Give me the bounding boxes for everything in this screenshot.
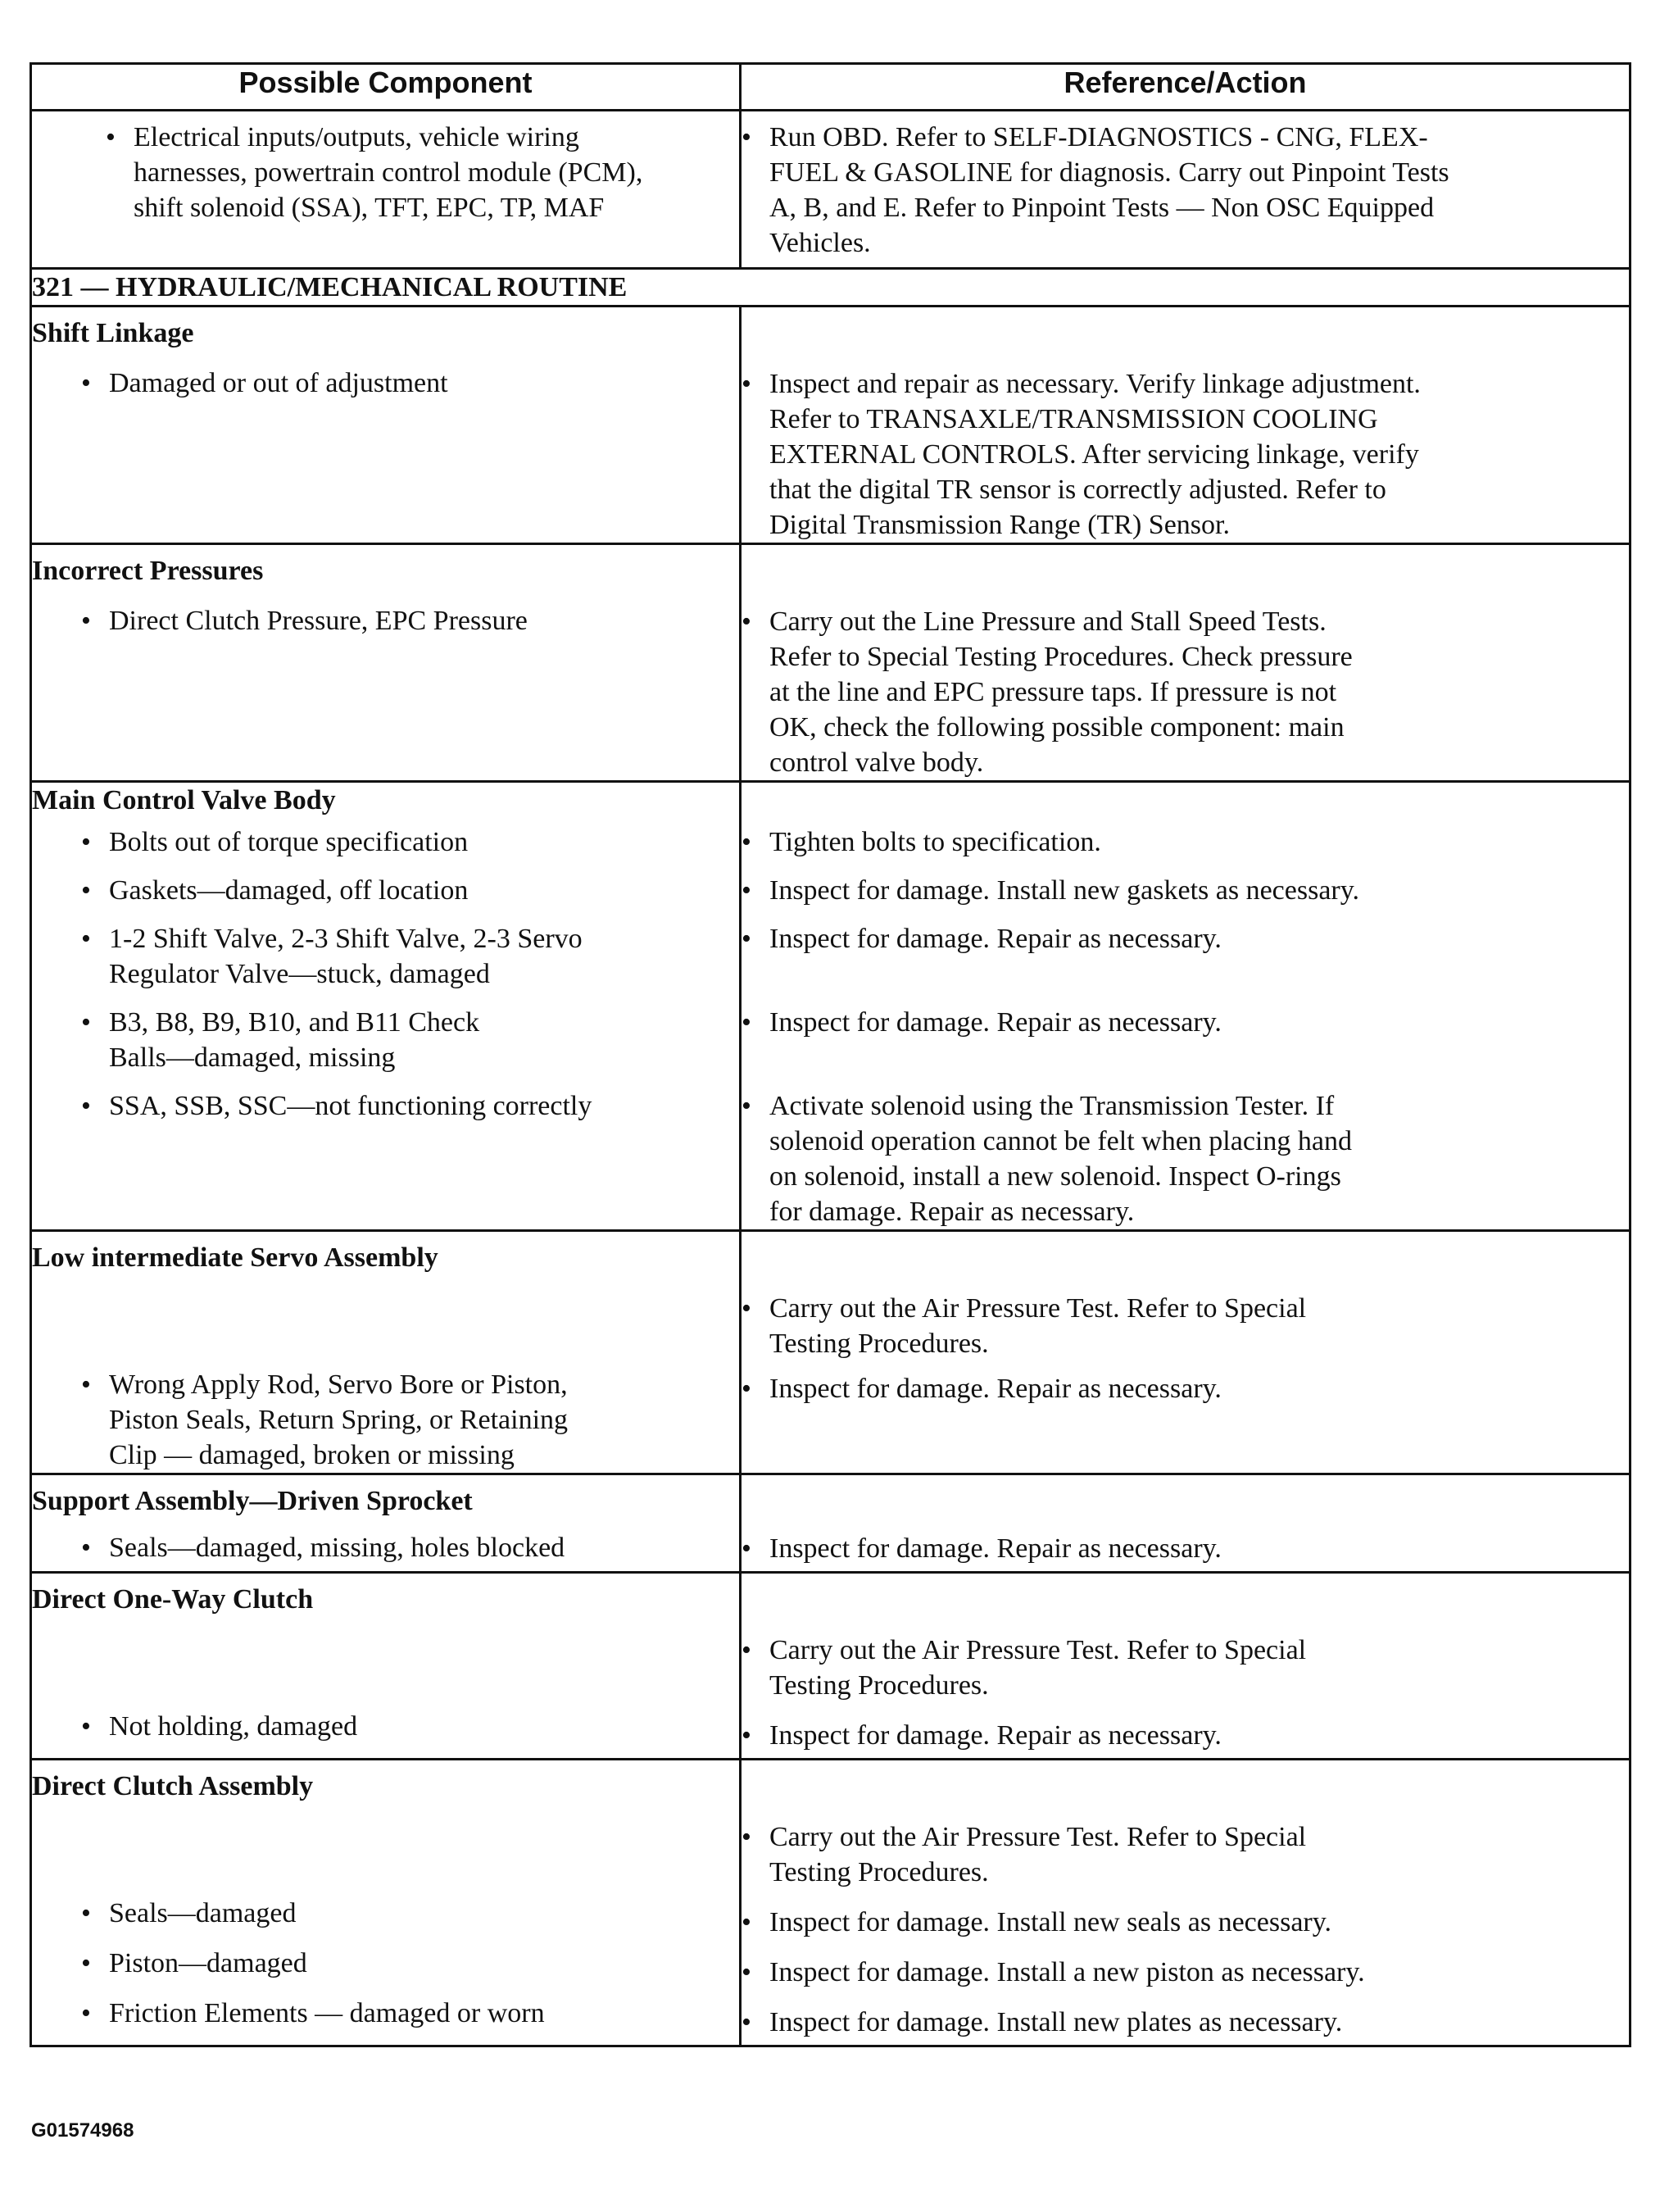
- empty-cell: [741, 782, 1631, 819]
- bullet-icon: •: [742, 1293, 751, 1324]
- group-title: Direct One-Way Clutch: [32, 1584, 314, 1615]
- diagnosis-page: [29, 62, 1629, 2047]
- group-title: Direct Clutch Assembly: [32, 1771, 314, 1801]
- action-text: Inspect and repair as necessary. Verify linkage adjustment. Refer to TRANSAXLE/TRANSMISSION COOLING EXTERNAL CONTROLS. After servicing linkage, verify that the digital TR sensor is correctly adjusted. Refer to Digital Transmission Range (TR) Sensor.: [769, 369, 1421, 540]
- component-text: Gaskets—damaged, off location: [109, 875, 469, 906]
- list-item: [742, 1361, 1629, 1406]
- bullet-icon: •: [742, 1907, 751, 1937]
- bullet-icon: •: [742, 1007, 751, 1038]
- action-cell: [741, 865, 1631, 913]
- component-text: B3, B8, B9, B10, and B11 Check Balls—damaged, missing: [109, 1007, 480, 1073]
- list-item: [742, 921, 1629, 956]
- component-cell: [31, 997, 741, 1080]
- list-item: [32, 1367, 739, 1473]
- bullet-icon: •: [742, 1822, 751, 1852]
- list-item: [742, 824, 1629, 860]
- list-item: [742, 1633, 1629, 1703]
- action-text: Tighten bolts to specification.: [769, 827, 1101, 857]
- action-cell: [741, 997, 1631, 1080]
- bullet-icon: •: [742, 1720, 751, 1751]
- action-cell: [741, 1474, 1631, 1573]
- spacer: [32, 1624, 739, 1709]
- list-item: [742, 1291, 1629, 1361]
- list-item: [32, 595, 739, 638]
- component-cell: [31, 1573, 741, 1760]
- action-cell: [741, 1080, 1631, 1231]
- component-text: Seals—damaged, missing, holes blocked: [109, 1533, 565, 1563]
- list-item: [32, 1981, 739, 2031]
- bullet-icon: •: [742, 1533, 751, 1564]
- bullet-icon: •: [742, 1957, 751, 1987]
- action-cell: [741, 307, 1631, 544]
- group-title: Shift Linkage: [32, 318, 194, 348]
- table-row: [31, 997, 1631, 1080]
- table-row: [31, 111, 1631, 269]
- component-text: 1-2 Shift Valve, 2-3 Shift Valve, 2-3 Servo Regulator Valve—stuck, damaged: [109, 924, 583, 989]
- bullet-icon: •: [81, 1007, 91, 1038]
- list-item: [742, 1940, 1629, 1990]
- list-item: [742, 1819, 1629, 1890]
- bullet-icon: •: [106, 122, 116, 152]
- action-cell: [741, 1231, 1631, 1474]
- component-cell: [31, 1231, 741, 1474]
- table-row: [31, 913, 1631, 997]
- bullet-icon: •: [81, 1898, 91, 1928]
- action-text: Inspect for damage. Repair as necessary.: [769, 1007, 1222, 1038]
- list-item: [32, 1525, 739, 1565]
- action-text: Inspect for damage. Repair as necessary.: [769, 1720, 1222, 1751]
- list-item: [32, 921, 739, 992]
- group-title: Support Assembly—Driven Sprocket: [32, 1486, 473, 1516]
- action-text: Inspect for damage. Install new plates as necessary.: [769, 2007, 1343, 2037]
- table-row: [31, 1474, 1631, 1573]
- list-item: [32, 120, 739, 225]
- list-item: [742, 120, 1629, 261]
- action-cell: [741, 913, 1631, 997]
- bullet-icon: •: [81, 1948, 91, 1978]
- list-item: [742, 366, 1629, 543]
- action-text: Activate solenoid using the Transmission Tester. If solenoid operation cannot be felt when placing hand on solenoid, install a new solenoid. Inspect O-rings for damage. Repair as necessary.: [769, 1091, 1352, 1227]
- action-cell: [741, 1573, 1631, 1760]
- action-cell: [741, 544, 1631, 782]
- list-item: [742, 873, 1629, 908]
- bullet-icon: •: [742, 924, 751, 954]
- component-cell: [31, 1760, 741, 2046]
- component-text: Electrical inputs/outputs, vehicle wiring harnesses, powertrain control module (PCM), shift solenoid (SSA), TFT, EPC, TP, MAF: [134, 122, 643, 223]
- table-row: [31, 1760, 1631, 2046]
- section-heading: 321 — HYDRAULIC/MECHANICAL ROUTINE: [31, 269, 1631, 307]
- bullet-icon: •: [742, 369, 751, 399]
- component-cell: [31, 818, 741, 865]
- action-text: Run OBD. Refer to SELF-DIAGNOSTICS - CNG, FLEX- FUEL & GASOLINE for diagnosis. Carry out Pinpoint Tests A, B, and E. Refer to Pinpoint Tests — Non OSC Equipped Vehicles.: [769, 122, 1449, 258]
- component-text: Friction Elements — damaged or worn: [109, 1998, 545, 2028]
- action-cell: [741, 1760, 1631, 2046]
- table-row: [31, 865, 1631, 913]
- bullet-icon: •: [742, 827, 751, 857]
- group-title: Low intermediate Servo Assembly: [32, 1242, 438, 1273]
- component-cell: [31, 1474, 741, 1573]
- group-title-row: [31, 782, 1631, 819]
- header-possible-component: Possible Component: [31, 64, 741, 111]
- component-cell: [31, 544, 741, 782]
- action-text: Carry out the Line Pressure and Stall Speed Tests. Refer to Special Testing Procedures. Check pressure at the line and EPC pressure taps. If pressure is not OK, check the following possible component: main control valve body.: [769, 606, 1353, 778]
- list-item: [32, 824, 739, 860]
- group-title: Incorrect Pressures: [32, 556, 264, 586]
- list-item: [742, 1890, 1629, 1940]
- list-item: [32, 1088, 739, 1124]
- list-item: [32, 1896, 739, 1931]
- bullet-icon: •: [81, 1998, 91, 2028]
- component-text: Damaged or out of adjustment: [109, 368, 448, 398]
- bullet-icon: •: [742, 1091, 751, 1121]
- spacer: [32, 1810, 739, 1896]
- bullet-icon: •: [81, 1711, 91, 1742]
- action-text: Inspect for damage. Install new gaskets as necessary.: [769, 875, 1360, 906]
- action-text: Inspect for damage. Repair as necessary.: [769, 924, 1222, 954]
- component-cell: [31, 913, 741, 997]
- bullet-icon: •: [81, 1533, 91, 1563]
- table-row: [31, 544, 1631, 782]
- component-text: Direct Clutch Pressure, EPC Pressure: [109, 606, 528, 636]
- list-item: [32, 1709, 739, 1744]
- group-title: Main Control Valve Body: [31, 782, 741, 819]
- component-cell: [31, 111, 741, 269]
- table-header-row: [31, 64, 1631, 111]
- list-item: [742, 1005, 1629, 1040]
- spacer: [32, 1282, 739, 1367]
- action-text: Inspect for damage. Repair as necessary.: [769, 1374, 1222, 1404]
- bullet-icon: •: [742, 875, 751, 906]
- action-text: Carry out the Air Pressure Test. Refer to Special Testing Procedures.: [769, 1822, 1307, 1887]
- action-cell: [741, 111, 1631, 269]
- list-item: [32, 1931, 739, 1981]
- action-cell: [741, 818, 1631, 865]
- action-text: Inspect for damage. Install a new piston as necessary.: [769, 1957, 1365, 1987]
- list-item: [742, 1703, 1629, 1753]
- list-item: [32, 1005, 739, 1075]
- table-row: [31, 307, 1631, 544]
- bullet-icon: •: [742, 1374, 751, 1404]
- component-text: Bolts out of torque specification: [109, 827, 469, 857]
- bullet-icon: •: [742, 2007, 751, 2037]
- component-cell: [31, 865, 741, 913]
- section-row: [31, 269, 1631, 307]
- diagnosis-table: [29, 62, 1631, 2047]
- component-text: Piston—damaged: [109, 1948, 307, 1978]
- bullet-icon: •: [81, 368, 91, 398]
- bullet-icon: •: [81, 606, 91, 636]
- bullet-icon: •: [742, 606, 751, 637]
- list-item: [32, 357, 739, 401]
- bullet-icon: •: [81, 827, 91, 857]
- bullet-icon: •: [81, 1091, 91, 1121]
- header-reference-action: Reference/Action: [741, 64, 1631, 111]
- table-row: [31, 1573, 1631, 1760]
- table-row: [31, 1231, 1631, 1474]
- bullet-icon: •: [81, 875, 91, 906]
- table-row: [31, 818, 1631, 865]
- bullet-icon: •: [742, 1635, 751, 1665]
- bullet-icon: •: [742, 122, 751, 152]
- component-cell: [31, 1080, 741, 1231]
- component-text: Not holding, damaged: [109, 1711, 358, 1742]
- component-text: SSA, SSB, SSC—not functioning correctly: [109, 1091, 592, 1121]
- bullet-icon: •: [81, 924, 91, 954]
- component-cell: [31, 307, 741, 544]
- bullet-icon: •: [81, 1369, 91, 1400]
- table-row: [31, 1080, 1631, 1231]
- list-item: [742, 1531, 1629, 1566]
- list-item: [32, 873, 739, 908]
- component-text: Wrong Apply Rod, Servo Bore or Piston, Piston Seals, Return Spring, or Retaining Clip — damaged, broken or missing: [109, 1369, 569, 1470]
- component-text: Seals—damaged: [109, 1898, 297, 1928]
- list-item: [742, 604, 1629, 780]
- action-text: Inspect for damage. Repair as necessary.: [769, 1533, 1222, 1564]
- figure-code: G01574968: [31, 2119, 134, 2142]
- action-text: Carry out the Air Pressure Test. Refer to Special Testing Procedures.: [769, 1635, 1307, 1701]
- list-item: [742, 1990, 1629, 2040]
- action-text: Inspect for damage. Install new seals as necessary.: [769, 1907, 1332, 1937]
- action-text: Carry out the Air Pressure Test. Refer to Special Testing Procedures.: [769, 1293, 1307, 1359]
- list-item: [742, 1088, 1629, 1229]
